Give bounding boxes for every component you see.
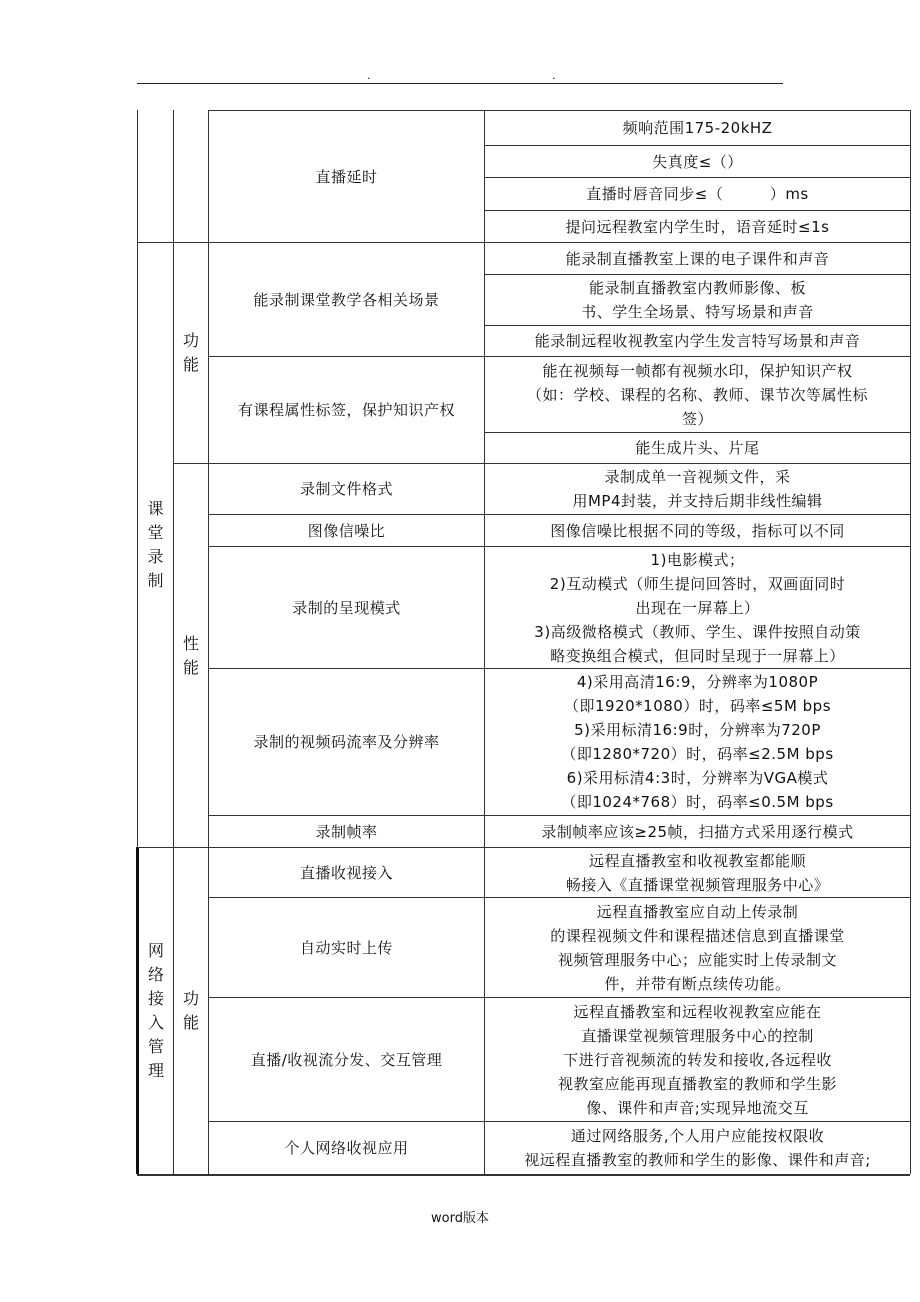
- item-course-tags: 有课程属性标签，保护知识产权: [237, 401, 455, 419]
- spec-cell: 直播时唇音同步≤（ ）ms: [586, 185, 809, 203]
- spec-cell: 能录制直播教室上课的电子课件和声音: [565, 249, 830, 268]
- header-dot: .: [552, 69, 556, 82]
- item-frame-rate: 录制帧率: [315, 822, 378, 841]
- spec-cell: 提问远程教室内学生时，语音延时≤1s: [565, 217, 830, 236]
- header-dot: .: [367, 69, 371, 82]
- spec-cell: 4)采用高清16:9，分辨率为1080P （即1920*1080）时，码率≤5M bps 5)采用标清16:9时，分辨率为720P （即1280*720）时，码率≤2.5M bps 6)采用标清4:3时，分辨率为VGA模式 （即1024*768）时，码率≤0.5M bps: [561, 673, 834, 811]
- item-auto-upload: 自动实时上传: [299, 938, 393, 957]
- item-snr: 图像信噪比: [307, 521, 386, 540]
- subgroup-label-performance: 性 能: [182, 633, 199, 677]
- spec-cell: 失真度≤（）: [652, 152, 743, 171]
- item-record-scenes: 能录制课堂教学各相关场景: [253, 290, 440, 309]
- group-label-course-recording: 课 堂 录 制: [147, 499, 164, 590]
- spec-cell: 远程直播教室和远程收视教室应能在 直播课堂视频管理服务中心的控制 下进行音视频流的转发和接收,各远程收 视教室应能再现直播教室的教师和学生影 像、课件和声音;实现异地流交互: [557, 1002, 837, 1117]
- subgroup-label-function: 功 能: [182, 989, 199, 1032]
- spec-cell: 频响范围175-20kHZ: [622, 119, 773, 137]
- item-bitrate-resolution: 录制的视频码流率及分辨率: [253, 733, 440, 751]
- header-rule: [137, 83, 783, 84]
- spec-cell: 能生成片头、片尾: [635, 439, 760, 457]
- spec-cell: 1)电影模式； 2)互动模式（师生提问回答时，双画面同时 出现在一屏幕上） 3)高级微格模式（教师、学生、课件按照自动策 略变换组合模式，但同时呈现于一屏幕上）: [534, 550, 861, 665]
- spec-cell: 图像信噪比根据不同的等级，指标可以不同: [550, 521, 845, 540]
- spec-cell: 能录制直播教室内教师影像、板 书、学生全场景、特写场景和声音: [581, 279, 814, 321]
- spec-cell: 录制帧率应该≥25帧，扫描方式采用逐行模式: [541, 822, 854, 841]
- table-border-bottom: [137, 1174, 910, 1176]
- spec-cell: 通过网络服务,个人用户应能按权限收 视远程直播教室的教师和学生的影像、课件和声音;: [524, 1127, 871, 1169]
- item-file-format: 录制文件格式: [299, 480, 393, 498]
- table-col-divider: [910, 110, 911, 1174]
- item-stream-distribution: 直播/收视流分发、交互管理: [250, 1050, 443, 1069]
- group-label-network-access: 网 络 接 入 管 理: [147, 941, 164, 1080]
- item-presentation-mode: 录制的呈现模式: [292, 598, 401, 617]
- item-personal-viewing: 个人网络收视应用: [284, 1139, 409, 1157]
- spec-cell: 远程直播教室和收视教室都能顺 畅接入《直播课堂视频管理服务中心》: [565, 851, 830, 894]
- item-live-delay: 直播延时: [315, 167, 378, 186]
- item-live-access: 直播收视接入: [299, 863, 393, 882]
- spec-cell: 远程直播教室应自动上传录制 的课程视频文件和课程描述信息到直播课堂 视频管理服务中心；应能实时上传录制文 件，并带有断点续传功能。: [550, 902, 845, 993]
- subgroup-label-function: 功 能: [182, 331, 199, 374]
- spec-cell: 能在视频每一帧都有视频水印，保护知识产权 （如：学校、课程的名称、教师、课节次等属性标 签）: [526, 361, 868, 428]
- spec-cell: 录制成单一音视频文件，采 用MP4封装，并支持后期非线性编辑: [572, 468, 823, 510]
- page-footer: word版本: [431, 1211, 489, 1226]
- spec-cell: 能录制远程收视教室内学生发言特写场景和声音: [534, 332, 861, 350]
